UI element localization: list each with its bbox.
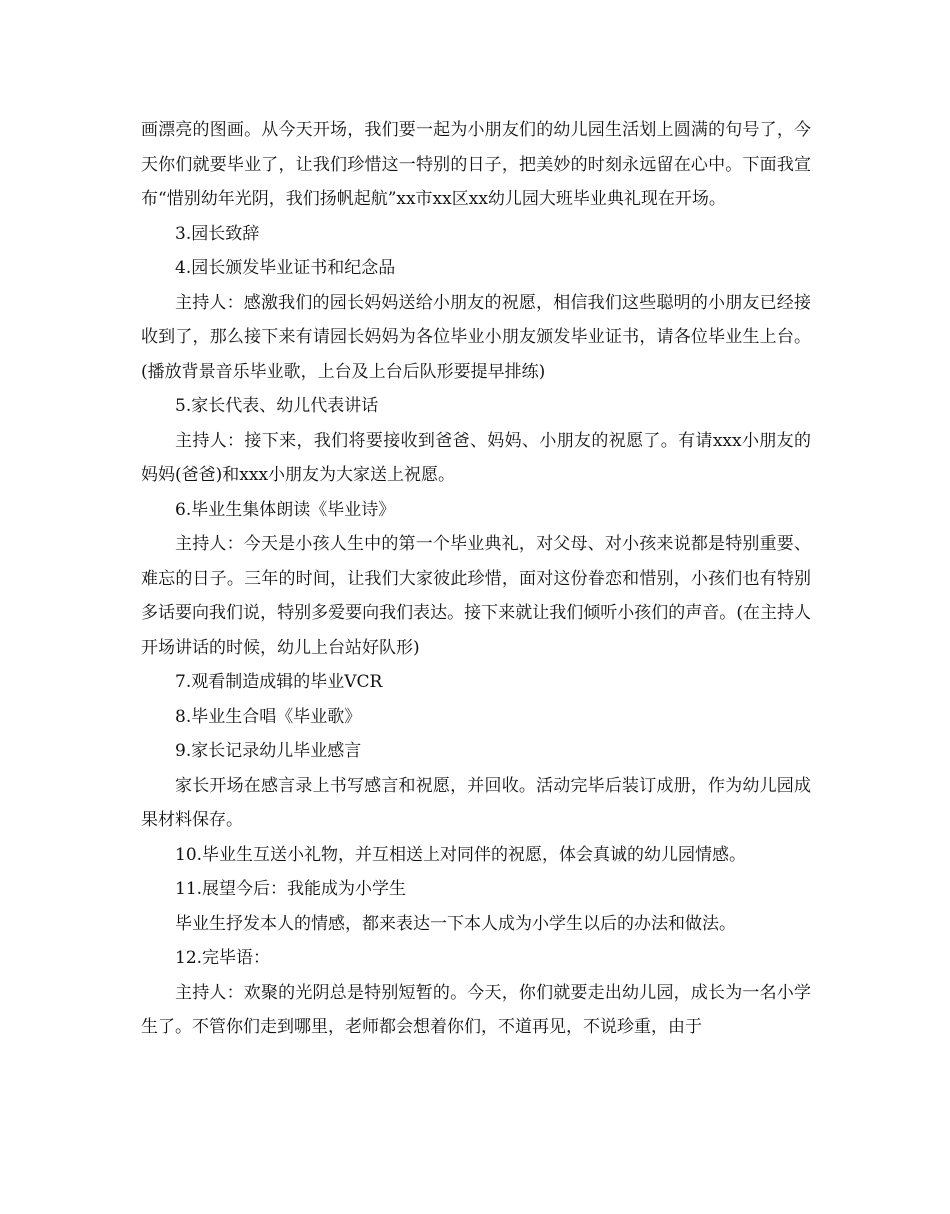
item-10-heading: 10.毕业生互送小礼物，并互相送上对同伴的祝愿，体会真诚的幼儿园情感。 [175,844,747,865]
paragraph-opening: 画漂亮的图画。从今天开场，我们要一起为小朋友们的幼儿园生活划上圆满的句号了，今天你们就要毕业了，让我们珍惜这一特别的日子，把美妙的时刻永远留在心中。下面我宣布“惜别幼年光阴，我们扬帆起航”xx市xx区xx幼儿园大班毕业典礼现在开场。 [141,120,811,209]
paragraph-item-11: 毕业生抒发本人的情感，都来表达一下本人成为小学生以后的办法和做法。 [175,913,736,934]
document-page [141,113,811,1045]
item-11-heading: 11.展望今后：我能成为小学生 [175,879,407,899]
paragraph-host-closing: 主持人：欢聚的光阴总是特别短暂的。今天，你们就要走出幼儿园，成长为一名小学生了。不管你们走到哪里，老师都会想着你们，不道再见，不说珍重，由于 [141,982,811,1037]
item-6-heading: 6.毕业生集体朗读《毕业诗》 [175,499,396,520]
item-3-heading: 3.园长致辞 [175,223,260,244]
paragraph-item-9: 家长开场在感言录上书写感言和祝愿，并回收。活动完毕后装订成册，作为幼儿园成果材料保存。 [141,775,811,830]
paragraph-host-4: 主持人：感激我们的园长妈妈送给小朋友的祝愿，相信我们这些聪明的小朋友已经接收到了，那么接下来有请园长妈妈为各位毕业小朋友颁发毕业证书，请各位毕业生上台。(播放背景音乐毕业歌，上台及上台后队形要提早排练) [141,292,811,382]
item-12-heading: 12.完毕语： [175,948,271,968]
item-7-heading: 7.观看制造成辑的毕业VCR [175,672,383,692]
paragraph-host-6: 主持人：今天是小孩人生中的第一个毕业典礼，对父母、对小孩来说都是特别重要、难忘的日子。三年的时间，让我们大家彼此珍惜，面对这份眷恋和惜别，小孩们也有特别多话要向我们说，特别多爱要向我们表达。接下来就让我们倾听小孩们的声音。(在主持人开场讲话的时候，幼儿上台站好队形) [141,534,811,658]
paragraph-host-5: 主持人：接下来，我们将要接收到爸爸、妈妈、小朋友的祝愿了。有请xxx小朋友的妈妈(爸爸)和xxx小朋友为大家送上祝愿。 [141,430,811,485]
item-8-heading: 8.毕业生合唱《毕业歌》 [175,706,362,727]
item-4-heading: 4.园长颁发毕业证书和纪念品 [175,258,396,278]
item-5-heading: 5.家长代表、幼儿代表讲话 [175,396,379,416]
item-9-heading: 9.家长记录幼儿毕业感言 [175,741,362,761]
